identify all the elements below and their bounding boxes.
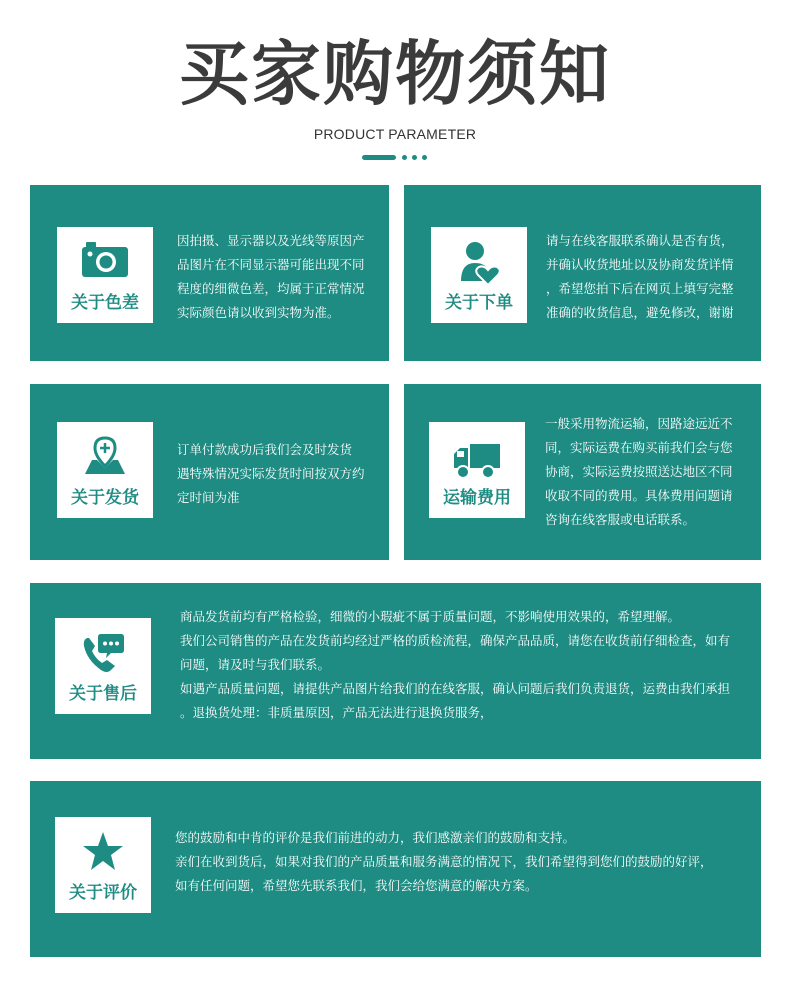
camera-icon [82, 241, 128, 277]
page-title: 买家购物须知 [179, 33, 611, 115]
truck-icon [454, 444, 500, 480]
card-shipping [30, 384, 389, 560]
icon-box [55, 817, 151, 913]
text-line: 问题，请及时与我们联系。 [180, 657, 331, 672]
card-label: 关于发货 [71, 488, 139, 508]
text-line: 收取不同的费用。具体费用问题请 [545, 488, 733, 503]
card-text [175, 826, 713, 898]
text-line: 订单付款成功后我们会及时发货 [177, 442, 353, 457]
icon-box [57, 227, 153, 323]
text-line: 咨询在线客服或电话联系。 [545, 512, 696, 527]
icon-box [431, 227, 527, 323]
page-subtitle: PRODUCT PARAMETER [313, 126, 477, 142]
card-review [30, 781, 761, 957]
icon-box [55, 618, 151, 714]
text-line: 一般采用物流运输，因路途远近不 [545, 416, 733, 431]
text-line: 同，实际运费在购买前我们会与您 [545, 440, 733, 455]
card-label: 关于售后 [69, 684, 137, 704]
location-pin-icon [83, 436, 127, 476]
star-icon [82, 831, 124, 871]
card-text [180, 605, 730, 725]
card-label: 关于评价 [69, 883, 137, 903]
text-line: 协商，实际运费按照送达地区不同 [545, 464, 733, 479]
text-line: 商品发货前均有严格检验，细微的小瑕疵不属于质量问题，不影响使用效果的，希望理解。 [180, 609, 681, 624]
card-label: 运输费用 [443, 488, 511, 508]
text-line: 请与在线客服联系确认是否有货， [546, 233, 734, 248]
text-line: 定时间为准 [177, 490, 240, 505]
card-freight [404, 384, 761, 560]
text-line: 如有任何问题，希望您先联系我们，我们会给您满意的解决方案。 [175, 878, 538, 893]
card-text [177, 438, 365, 510]
card-order [404, 185, 761, 361]
user-heart-icon [459, 241, 499, 285]
text-line: 实际颜色请以收到实物为准。 [177, 305, 340, 320]
text-line: 程度的细微色差，均属于正常情况 [177, 281, 365, 296]
text-line: 我们公司销售的产品在发货前均经过严格的质检流程，确保产品品质，请您在收货前仔细检查，如有 [180, 633, 731, 648]
text-line: 准确的收货信息，避免修改，谢谢 [546, 305, 734, 320]
icon-box [57, 422, 153, 518]
card-color-difference [30, 185, 389, 361]
card-text [177, 229, 365, 325]
text-line: ，希望您拍下后在网页上填写完整 [546, 281, 734, 296]
phone-chat-icon [81, 632, 125, 676]
text-line: 并确认收货地址以及协商发货详情 [546, 257, 734, 272]
text-line: 品图片在不同显示器可能出现不同 [177, 257, 365, 272]
icon-box [429, 422, 525, 518]
card-text [546, 229, 734, 325]
card-text [545, 412, 733, 532]
text-line: 。退换货处理：非质量原因，产品无法进行退换货服务， [180, 705, 493, 720]
card-label: 关于色差 [71, 293, 139, 313]
card-label: 关于下单 [445, 293, 513, 313]
text-line: 因拍摄、显示器以及光线等原因产 [177, 233, 365, 248]
text-line: 如遇产品质量问题，请提供产品图片给我们的在线客服，确认问题后我们负责退货，运费由我们承担 [180, 681, 731, 696]
text-line: 亲们在收到货后，如果对我们的产品质量和服务满意的情况下，我们希望得到您们的鼓励的好评， [175, 854, 713, 869]
text-line: 遇特殊情况实际发货时间按双方约 [177, 466, 365, 481]
text-line: 您的鼓励和中肯的评价是我们前进的动力，我们感激亲们的鼓励和支持。 [175, 830, 576, 845]
card-after-sale [30, 583, 761, 759]
